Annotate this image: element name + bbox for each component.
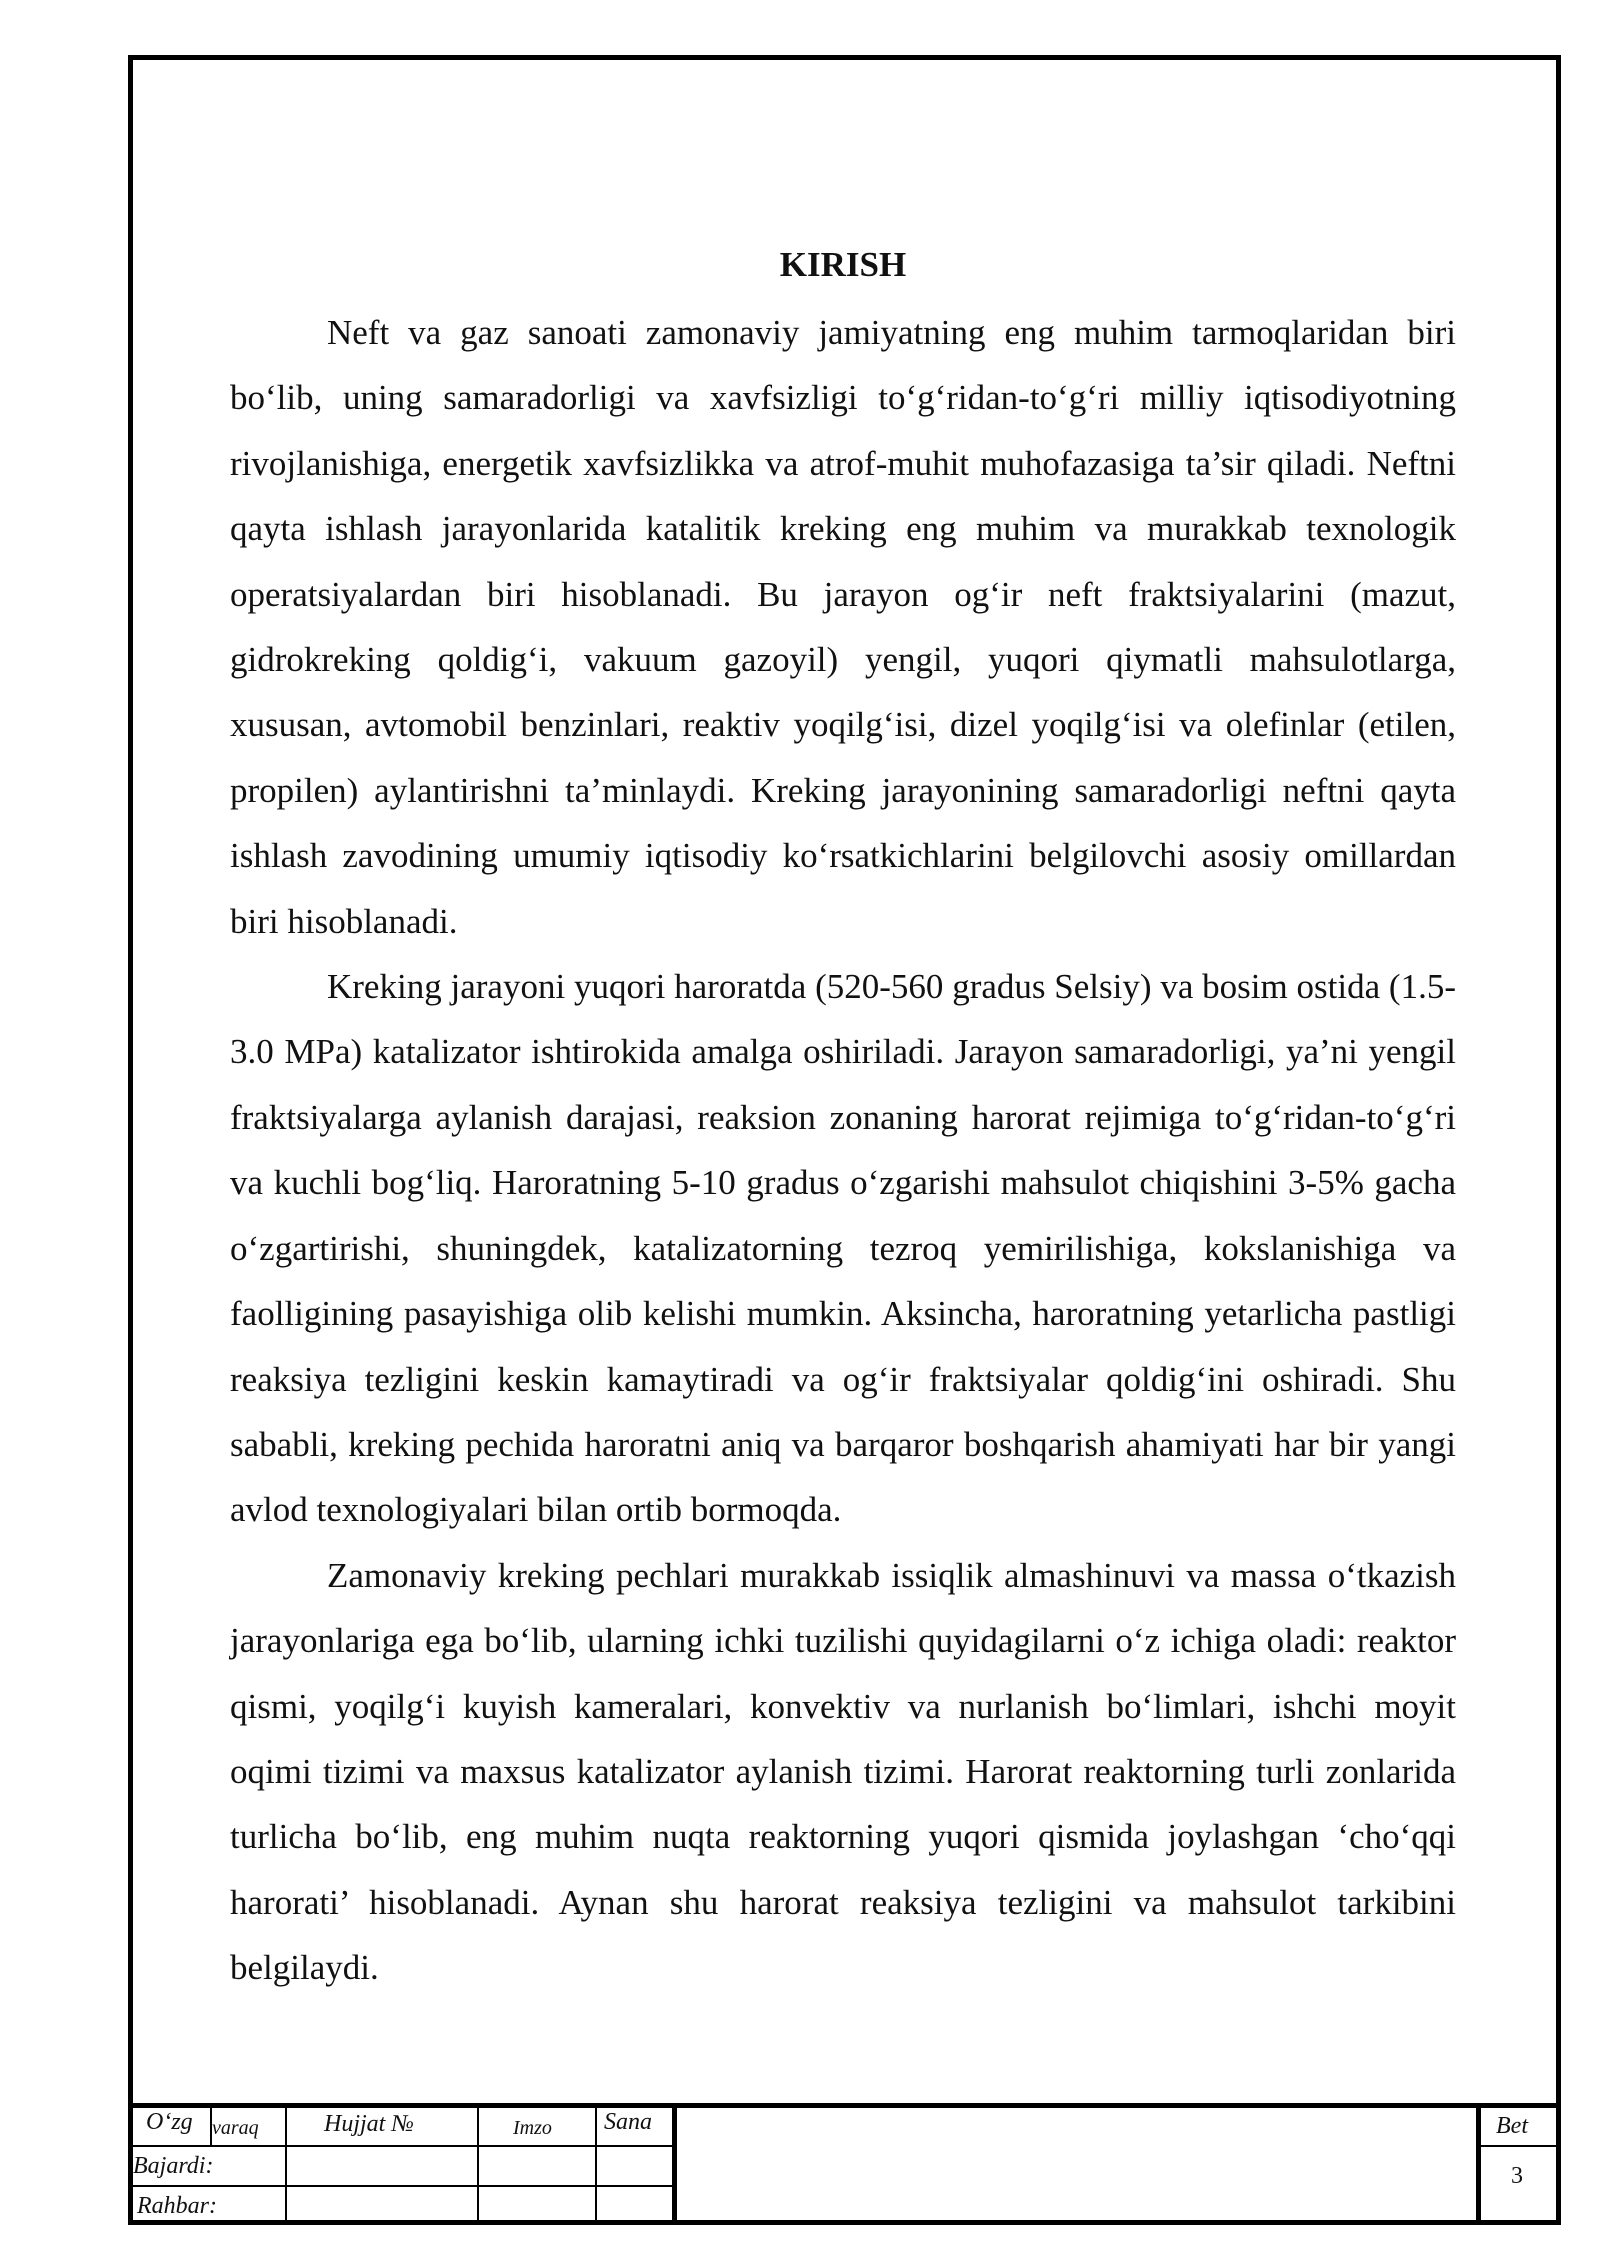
stamp-bet-line [1479, 2145, 1561, 2147]
stamp-hujjat-label: Hujjat № [324, 2111, 414, 2137]
paragraph-3: Zamonaviy kreking pechlari murakkab issiqlik almashinuvi va massa o‘tkazish jarayonlariga ega bo‘lib, ularning ichki tuzilishi quyidagilarni o‘z ichiga oladi: reaktor qismi, yoqilg‘i kuyish kameralari, konvektiv va nurlanish bo‘limlari, ishchi moyit oqimi tizimi va maxsus katalizator aylanish tizimi. Harorat reaktorning turli zonlarida turlicha bo‘lib, eng muhim nuqta reaktorning yuqori qismida joylashgan ‘cho‘qqi harorati’ hisoblanadi. Aynan shu harorat reaksiya tezligini va mahsulot tarkibini belgilaydi. [230, 1555, 1456, 1988]
stamp-col-line-4 [595, 2103, 597, 2225]
stamp-row-line-2 [128, 2185, 675, 2187]
stamp-imzo-label: Imzo [513, 2117, 552, 2139]
stamp-col-line-3 [477, 2103, 479, 2225]
stamp-ozg-label: O‘zg [146, 2109, 193, 2135]
stamp-col-line-5 [672, 2103, 677, 2225]
stamp-col-line-6 [1476, 2103, 1481, 2225]
paragraph-1: Neft va gaz sanoati zamonaviy jamiyatning eng muhim tarmoqlaridan biri bo‘lib, uning samaradorligi va xavfsizligi to‘g‘ridan-to‘g‘ri milliy iqtisodiyotning rivojlanishiga, energetik xavfsizlikka va atrof-muhit muhofazasiga ta’sir qiladi. Neftni qayta ishlash jarayonlarida katalitik kreking eng muhim va murakkab texnologik operatsiyalardan biri hisoblanadi. Bu jarayon og‘ir neft fraktsiyalarini (mazut, gidrokreking qoldig‘i, vakuum gazoyil) yengil, yuqori qiymatli mahsulotlarga, xususan, avtomobil benzinlari, reaktiv yoqilg‘isi, dizel yoqilg‘isi va olefinlar (etilen, propilen) aylantirishni ta’minlaydi. Kreking jarayonining samaradorligi neftni qayta ishlash zavodining umumiy iqtisodiy ko‘rsatkichlarini belgilovchi asosiy omillardan biri hisoblanadi. [230, 313, 1456, 941]
stamp-row-line-1 [128, 2145, 675, 2147]
stamp-varaq-label: varaq [212, 2117, 259, 2139]
stamp-col-line-2 [285, 2103, 287, 2225]
stamp-bajardi-label: Bajardi: [133, 2153, 214, 2179]
stamp-rahbar-label: Rahbar: [137, 2193, 217, 2219]
title-block [128, 2103, 1561, 2225]
page-number: 3 [1511, 2163, 1523, 2189]
document-body [230, 235, 1456, 2001]
stamp-bet-label: Bet [1496, 2113, 1528, 2139]
stamp-sana-label: Sana [604, 2109, 652, 2135]
paragraph-2: Kreking jarayoni yuqori haroratda (520-560 gradus Selsiy) va bosim ostida (1.5-3.0 MPa) katalizator ishtirokida amalga oshiriladi. Jarayon samaradorligi, ya’ni yengil fraktsiyalarga aylanish darajasi, reaksion zonaning harorat rejimiga to‘g‘ridan-to‘g‘ri va kuchli bog‘liq. Haroratning 5-10 gradus o‘zgarishi mahsulot chiqishini 3-5% gacha o‘zgartirishi, shuningdek, katalizatorning tezroq yemirilishiga, kokslanishiga va faolligining pasayishiga olib kelishi mumkin. Aksincha, haroratning yetarlicha pastligi reaksiya tezligini keskin kamaytiradi va og‘ir fraktsiyalar qoldig‘ini oshiradi. Shu sababli, kreking pechida haroratni aniq va barqaror boshqarish ahamiyati har bir yangi avlod texnologiyalari bilan ortib bormoqda. [230, 967, 1456, 1530]
stamp-top-line [128, 2103, 1561, 2108]
section-title: KIRISH [779, 245, 907, 284]
